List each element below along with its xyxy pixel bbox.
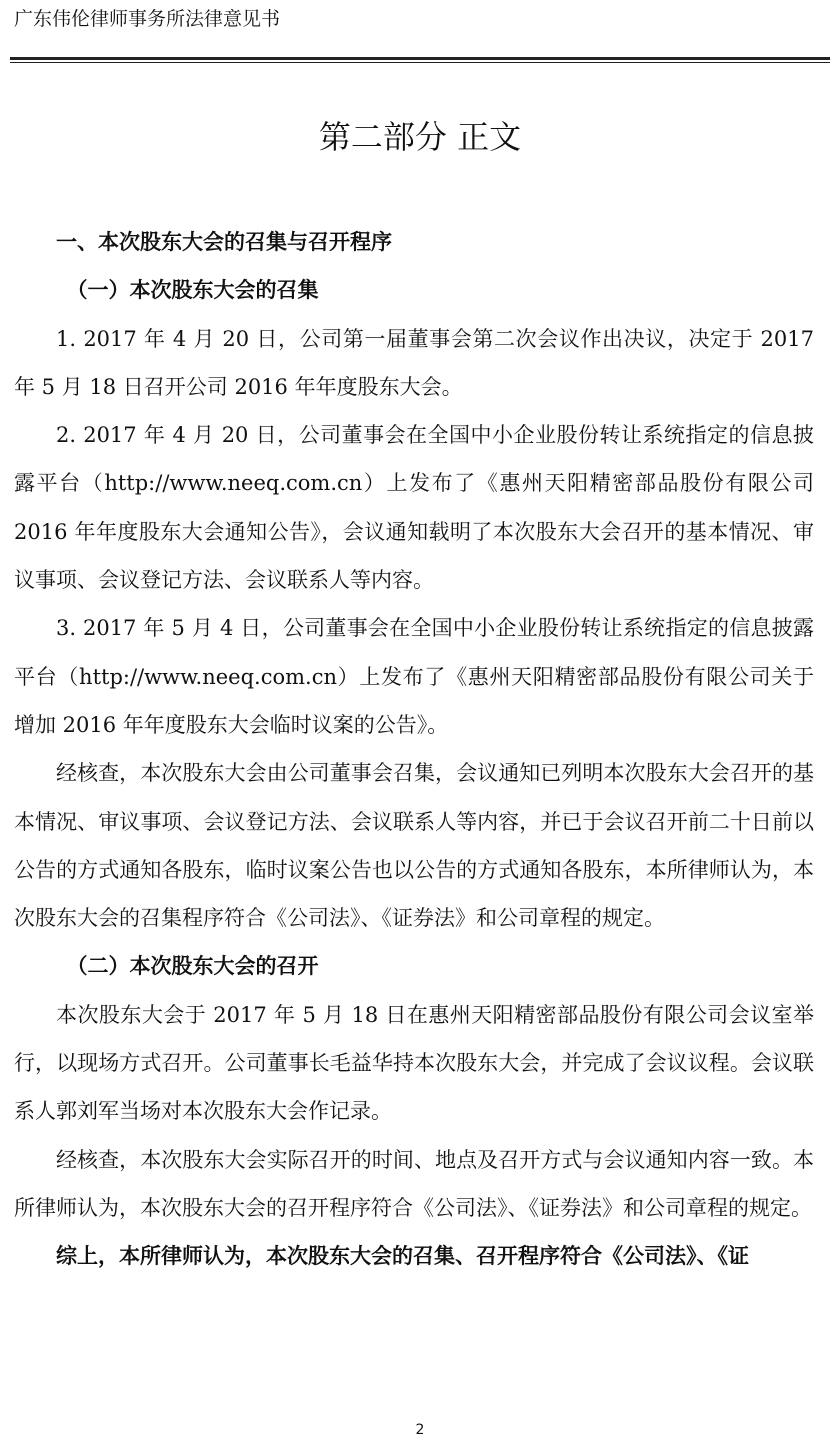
paragraph-2: 2. 2017 年 4 月 20 日，公司董事会在全国中小企业股份转让系统指定的信息披露平台（http://www.neeq.com.cn）上发布了《惠州天阳精密部品股份有限公司 2016 年年度股东大会通知公告》，会议通知载明了本次股东大会召开的基本情况、审议事项、会议登记方法、会议联系人等内容。 (14, 423, 814, 593)
paragraph-4: 经核查，本次股东大会由公司董事会召集，会议通知已列明本次股东大会召开的基本情况、审议事项、会议登记方法、会议联系人等内容，并已于会议召开前二十日前以公告的方式通知各股东，临时议案公告也以公告的方式通知各股东，本所律师认为，本次股东大会的召集程序符合《公司法》、《证券法》和公司章程的规定。 (14, 761, 814, 931)
header-rule-thick (10, 57, 830, 60)
heading-section-1: 一、本次股东大会的召集与召开程序 (56, 230, 392, 254)
section-title: 第二部分 正文 (318, 118, 522, 156)
page-number: 2 (415, 1422, 425, 1438)
heading-subsection-2: （二）本次股东大会的召开 (66, 954, 319, 979)
document-header: 广东伟伦律师事务所法律意见书 (14, 8, 281, 30)
paragraph-1: 1. 2017 年 4 月 20 日，公司第一届董事会第二次会议作出决议，决定于 2017 年 5 月 18 日召开公司 2016 年年度股东大会。 (14, 326, 814, 399)
heading-subsection-1: （一）本次股东大会的召集 (66, 278, 319, 303)
paragraph-7-conclusion: 综上，本所律师认为，本次股东大会的召集、召开程序符合《公司法》、《证 (56, 1243, 749, 1269)
paragraph-3: 3. 2017 年 5 月 4 日，公司董事会在全国中小企业股份转让系统指定的信息披露平台（http://www.neeq.com.cn）上发布了《惠州天阳精密部品股份有限公司关于增加 2016 年年度股东大会临时议案的公告》。 (14, 616, 814, 737)
paragraph-5: 本次股东大会于 2017 年 5 月 18 日在惠州天阳精密部品股份有限公司会议室举行，以现场方式召开。公司董事长毛益华持本次股东大会，并完成了会议议程。会议联系人郭刘军当场对本次股东大会作记录。 (14, 1002, 814, 1124)
document-body (14, 218, 814, 1281)
paragraph-6: 经核查，本次股东大会实际召开的时间、地点及召开方式与会议通知内容一致。本所律师认为，本次股东大会的召开程序符合《公司法》、《证券法》和公司章程的规定。 (14, 1147, 814, 1220)
header-rule-thin (10, 62, 830, 63)
